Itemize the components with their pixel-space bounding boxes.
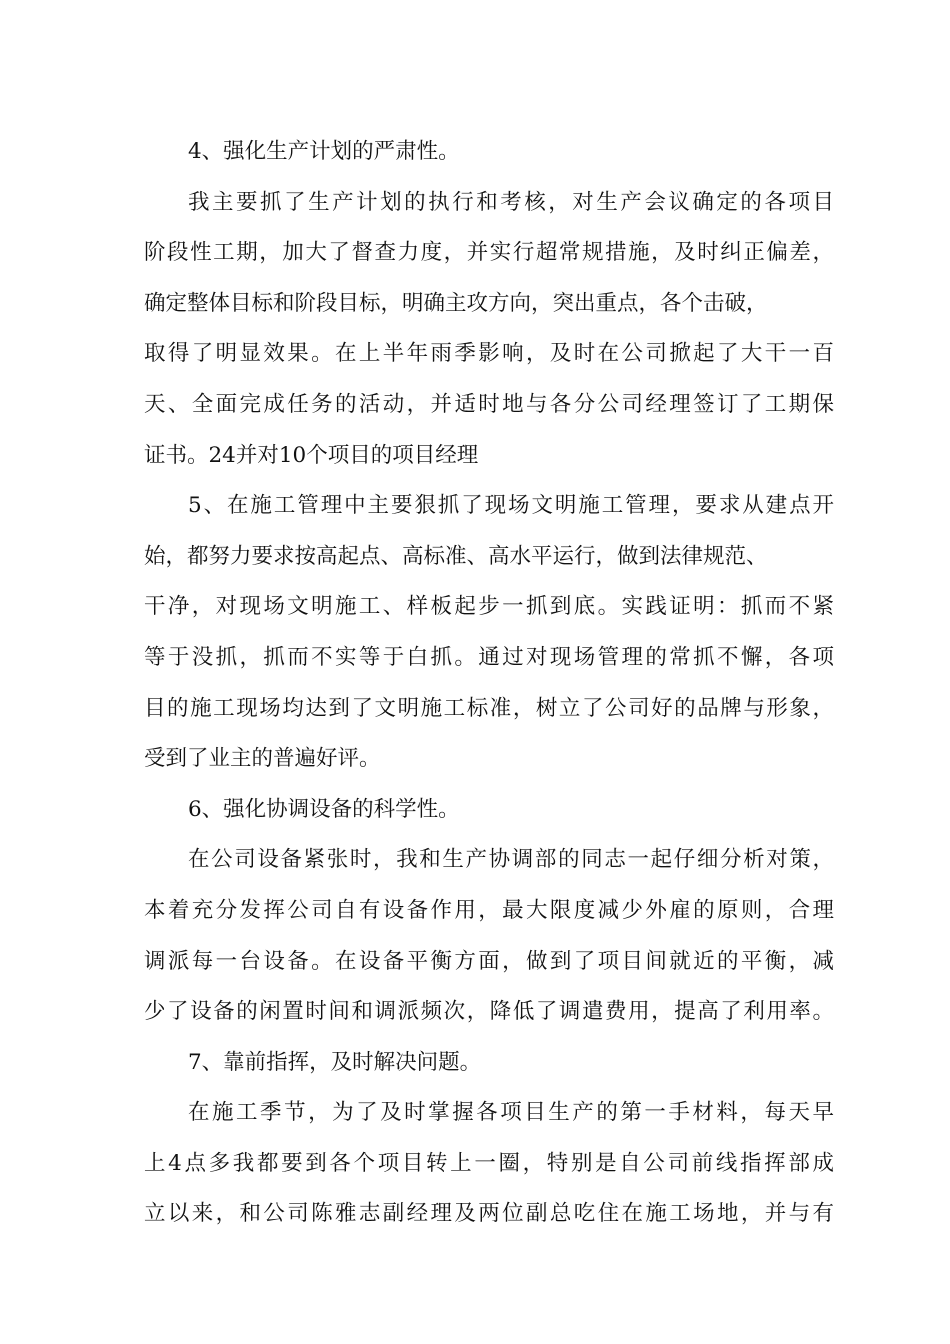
text-line: 在公司设备紧张时，我和生产协调部的同志一起仔细分析对策，: [188, 847, 834, 873]
text-line: 调派每一台设备。在设备平衡方面，做到了项目间就近的平衡，减: [144, 948, 834, 974]
text-line: 始，都努力要求按高起点、高标准、高水平运行，做到法律规范、: [144, 543, 768, 569]
text-line: 4、强化生产计划的严肃性。: [188, 139, 460, 164]
text-line: 目的施工现场均达到了文明施工标准，树立了公司好的品牌与形象，: [144, 695, 834, 721]
text-line: 在施工季节，为了及时掌握各项目生产的第一手材料，每天早: [188, 1100, 834, 1126]
text-line: 确定整体目标和阶段目标，明确主攻方向，突出重点，各个击破，: [144, 290, 768, 316]
text-line: 我主要抓了生产计划的执行和考核，对生产会议确定的各项目: [188, 189, 834, 215]
text-line: 立以来，和公司陈雅志副经理及两位副总吃住在施工场地，并与有: [144, 1201, 834, 1227]
text-line: 本着充分发挥公司自有设备作用，最大限度减少外雇的原则，合理: [144, 897, 834, 923]
text-line: 证书。24并对10个项目的项目经理: [144, 442, 479, 468]
text-line: 5、在施工管理中主要狠抓了现场文明施工管理，要求从建点开: [188, 493, 834, 519]
text-line: 受到了业主的普遍好评。: [144, 746, 381, 772]
text-line: 天、全面完成任务的活动，并适时地与各分公司经理签订了工期保: [144, 391, 834, 417]
text-line: 等于没抓，抓而不实等于白抓。通过对现场管理的常抓不懈，各项: [144, 644, 834, 670]
text-line: 取得了明显效果。在上半年雨季影响，及时在公司掀起了大干一百: [144, 341, 834, 367]
text-line: 7、靠前指挥，及时解决问题。: [188, 1049, 482, 1075]
text-line: 阶段性工期，加大了督查力度，并实行超常规措施，及时纠正偏差，: [144, 240, 834, 266]
document-body: [144, 127, 834, 1240]
text-line: 上4点多我都要到各个项目转上一圈，特别是自公司前线指挥部成: [144, 1150, 834, 1176]
text-line: 少了设备的闲置时间和调派频次，降低了调遣费用，提高了利用率。: [144, 999, 834, 1025]
text-line: 干净，对现场文明施工、样板起步一抓到底。实践证明：抓而不紧: [144, 594, 834, 620]
text-line: 6、强化协调设备的科学性。: [188, 796, 460, 822]
